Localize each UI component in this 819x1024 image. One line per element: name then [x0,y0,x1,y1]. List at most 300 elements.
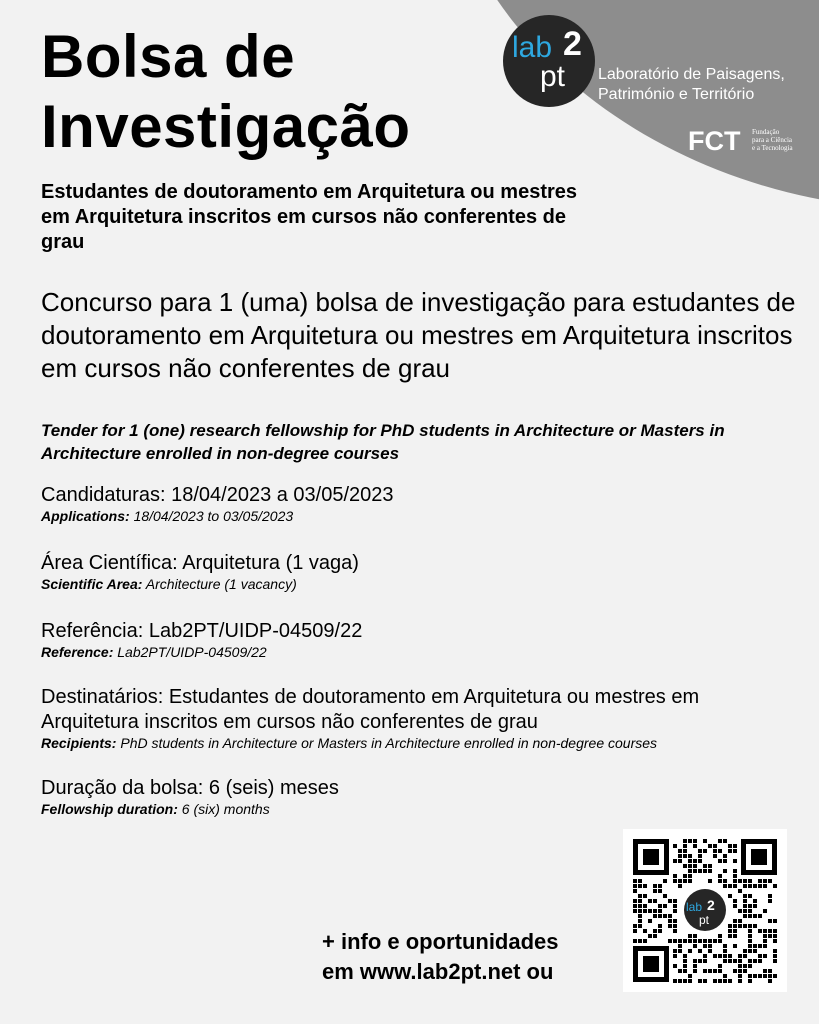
qr-module [688,934,692,938]
qr-module [763,944,767,948]
qr-module [718,839,722,843]
qr-module [728,954,732,958]
qr-module [743,914,747,918]
qr-module [738,919,742,923]
qr-module [643,939,647,943]
qr-module [658,924,662,928]
qr-module [673,904,677,908]
qr-module [723,979,727,983]
qr-module [768,899,772,903]
qr-module [723,959,727,963]
qr-module [733,844,737,848]
qr-module [678,849,682,853]
qr-module [633,879,637,883]
qr-module [718,874,722,878]
qr-module [728,979,732,983]
qr-module [768,929,772,933]
qr-module [713,954,717,958]
qr-module [723,954,727,958]
logo-lab-text: lab [512,31,553,64]
qr-code[interactable] [623,829,787,992]
qr-module [758,959,762,963]
qr-module [728,844,732,848]
qr-module [733,879,737,883]
qr-module [748,884,752,888]
qr-module [668,924,672,928]
qr-module [673,954,677,958]
qr-module [678,879,682,883]
fct-logo: FCT [688,126,741,156]
headline-en: Tender for 1 (one) research fellowship for PhD students in Architecture or Masters in Architecture enrolled in non-degree courses [41,421,725,463]
qr-module [763,969,767,973]
logo-pt-text: pt [540,60,566,93]
logo-two-text: 2 [563,25,582,63]
qr-module [703,849,707,853]
qr-module [773,919,777,923]
field-duration-main [41,776,801,801]
qr-module [693,944,697,948]
qr-module [693,939,697,943]
qr-module [738,909,742,913]
field-en-value: Architecture (1 vacancy) [145,576,297,592]
qr-module [723,944,727,948]
qr-module [638,884,642,888]
qr-module [633,889,637,893]
qr-module [673,844,677,848]
qr-module [658,889,662,893]
qr-module [748,979,752,983]
qr-module [763,879,767,883]
qr-module [743,909,747,913]
more-info-text [322,927,559,987]
qr-module [748,904,752,908]
qr-logo-pt: pt [699,913,710,927]
qr-module [633,939,637,943]
qr-module [748,924,752,928]
field-en-value: Lab2PT/UIDP-04509/22 [117,644,267,660]
qr-module [733,869,737,873]
qr-module [643,909,647,913]
page-title [41,22,411,162]
qr-module [718,979,722,983]
qr-module [673,979,677,983]
qr-module [768,969,772,973]
qr-module [703,969,707,973]
field-value: Estudantes de doutoramento em Arquitetura ou mestres em Arquitetura inscritos em cursos não conferentes de grau [41,686,700,733]
qr-module [688,859,692,863]
qr-module [638,879,642,883]
qr-module [748,939,752,943]
qr-module [698,849,702,853]
qr-module [733,959,737,963]
field-en-label: Reference: [41,644,114,660]
qr-module [733,859,737,863]
qr-logo-lab: lab [686,900,703,914]
qr-module [663,879,667,883]
qr-module [668,919,672,923]
qr-module [683,969,687,973]
qr-module [758,914,762,918]
qr-module [763,934,767,938]
field-label: Duração da bolsa: [41,777,204,799]
qr-finder-top-left [633,839,669,875]
qr-module [713,939,717,943]
qr-module [693,869,697,873]
qr-module [713,849,717,853]
lab-name-line-1: Laboratório de Paisagens, [598,66,785,83]
qr-module [713,844,717,848]
qr-module [758,929,762,933]
qr-module [753,949,757,953]
qr-module [743,969,747,973]
qr-module [718,939,722,943]
title-line-2: Investigação [41,93,411,160]
field-en-value: 18/04/2023 to 03/05/2023 [133,508,294,524]
qr-module [633,924,637,928]
qr-module [728,934,732,938]
qr-module [748,944,752,948]
qr-module [743,949,747,953]
qr-module [773,939,777,943]
qr-module [723,974,727,978]
qr-module [683,854,687,858]
qr-module [683,879,687,883]
qr-module [773,934,777,938]
qr-module [633,884,637,888]
field-label: Candidaturas: [41,484,166,506]
qr-module [653,914,657,918]
qr-module [688,974,692,978]
qr-module [653,909,657,913]
qr-module [723,879,727,883]
qr-module [673,909,677,913]
qr-module [728,849,732,853]
qr-module [743,884,747,888]
qr-module [658,914,662,918]
qr-module [673,919,677,923]
qr-module [688,979,692,983]
qr-module [738,924,742,928]
qr-module [633,909,637,913]
qr-module [668,914,672,918]
qr-module [683,844,687,848]
field-recipients [41,685,801,752]
qr-module [698,939,702,943]
qr-module [673,879,677,883]
qr-module [658,909,662,913]
qr-module [768,894,772,898]
qr-module [693,839,697,843]
qr-module [728,929,732,933]
qr-module [738,974,742,978]
qr-code-graphic [623,829,787,992]
fct-logo-subtext [752,128,812,152]
qr-module [643,904,647,908]
qr-module [703,869,707,873]
qr-module [718,954,722,958]
qr-module [728,884,732,888]
qr-module [688,854,692,858]
qr-module [723,949,727,953]
qr-module [743,954,747,958]
qr-module [698,869,702,873]
qr-module [648,919,652,923]
qr-module [743,964,747,968]
qr-module [708,879,712,883]
qr-center-logo [680,885,730,935]
field-value: Arquitetura (1 vaga) [182,552,359,574]
page-subtitle: Estudantes de doutoramento em Arquitetura ou mestres em Arquitetura inscritos em cursos não conferentes de grau [41,181,578,253]
qr-module [648,899,652,903]
qr-module [693,844,697,848]
qr-module [743,879,747,883]
qr-module [688,864,692,868]
field-duration [41,776,801,818]
qr-module [773,949,777,953]
qr-module [763,884,767,888]
qr-module [763,954,767,958]
qr-module [688,869,692,873]
lab-name [598,65,813,105]
qr-module [743,899,747,903]
qr-module [768,974,772,978]
qr-module [678,854,682,858]
header-background-shape [432,0,819,210]
qr-module [753,884,757,888]
qr-module [648,909,652,913]
qr-module [643,929,647,933]
qr-module [748,879,752,883]
field-en-value: PhD students in Architecture or Masters in Architecture enrolled in non-degree courses [120,735,658,751]
qr-module [678,949,682,953]
qr-module [763,909,767,913]
field-label: Referência: [41,620,144,642]
qr-module [663,894,667,898]
qr-module [688,949,692,953]
qr-module [673,964,677,968]
qr-module [748,914,752,918]
qr-module [638,924,642,928]
field-duration-en [41,801,801,818]
field-value: Lab2PT/UIDP-04509/22 [148,620,363,642]
qr-module [733,899,737,903]
field-reference-en [41,644,801,661]
more-info-line-1: + info e oportunidades [322,929,559,954]
field-en-label: Recipients: [41,735,117,751]
qr-module [753,944,757,948]
qr-module [673,899,677,903]
field-en-label: Scientific Area: [41,576,143,592]
qr-module [703,944,707,948]
qr-module [713,854,717,858]
qr-module [703,959,707,963]
qr-module [768,979,772,983]
qr-module [733,969,737,973]
qr-module [763,939,767,943]
qr-module [678,939,682,943]
qr-module [638,939,642,943]
qr-module [663,904,667,908]
qr-module [703,864,707,868]
title-line-1: Bolsa de [41,23,296,90]
field-value: 18/04/2023 a 03/05/2023 [171,484,394,506]
qr-module [693,969,697,973]
qr-module [773,954,777,958]
qr-module [683,864,687,868]
qr-module [738,959,742,963]
qr-module [703,979,707,983]
qr-module [733,904,737,908]
qr-module [733,944,737,948]
qr-module [658,884,662,888]
field-area-main [41,551,801,576]
qr-module [688,839,692,843]
qr-module [743,894,747,898]
qr-module [748,949,752,953]
qr-module [693,864,697,868]
qr-module [733,924,737,928]
qr-module [653,884,657,888]
qr-module [708,939,712,943]
qr-module [733,919,737,923]
qr-module [703,939,707,943]
headline-pt: Concurso para 1 (uma) bolsa de investigação para estudantes de doutoramento em Arquitetura ou mestres em Arquitetura inscritos em cursos não conferentes de grau [41,287,796,383]
qr-module [728,894,732,898]
qr-module [653,934,657,938]
qr-module [708,844,712,848]
qr-module [718,879,722,883]
field-applications [41,483,801,525]
qr-module [723,839,727,843]
qr-module [753,904,757,908]
qr-module [718,934,722,938]
qr-module [753,974,757,978]
qr-module [678,884,682,888]
qr-module [728,924,732,928]
field-en-label: Applications: [41,508,130,524]
qr-module [638,894,642,898]
qr-module [673,859,677,863]
qr-module [743,904,747,908]
qr-module [728,959,732,963]
qr-module [678,859,682,863]
qr-module [673,939,677,943]
qr-module [743,924,747,928]
qr-module [738,954,742,958]
field-en-label: Fellowship duration: [41,801,178,817]
qr-module [763,974,767,978]
qr-module [683,939,687,943]
qr-module [688,879,692,883]
qr-module [683,964,687,968]
qr-module [633,929,637,933]
qr-module [648,934,652,938]
qr-module [758,879,762,883]
more-info-line-2: em www.lab2pt.net ou [322,959,554,984]
field-en-value: 6 (six) months [181,801,270,817]
qr-module [733,934,737,938]
qr-module [693,934,697,938]
qr-module [638,899,642,903]
qr-module [698,979,702,983]
qr-module [693,964,697,968]
qr-module [703,839,707,843]
qr-module [688,874,692,878]
qr-module [738,979,742,983]
qr-module [708,949,712,953]
qr-module [633,899,637,903]
qr-module [723,854,727,858]
qr-module [668,899,672,903]
qr-module [713,969,717,973]
field-recipients-main [41,685,801,735]
qr-module [693,959,697,963]
qr-module [703,954,707,958]
qr-module [643,884,647,888]
qr-module [738,969,742,973]
qr-finder-bottom-left [633,946,669,982]
qr-finder-top-right [741,839,777,875]
field-reference-main [41,619,801,644]
qr-module [658,904,662,908]
qr-module [673,949,677,953]
qr-module [713,979,717,983]
qr-module [748,929,752,933]
qr-module [718,969,722,973]
field-label: Área Científica: [41,552,178,574]
qr-module [638,904,642,908]
qr-module [638,909,642,913]
qr-module [718,859,722,863]
lab-name-line-2: Património e Território [598,86,755,103]
qr-module [633,904,637,908]
qr-module [718,964,722,968]
field-applications-main [41,483,801,508]
field-label: Destinatários: [41,686,164,708]
qr-module [738,964,742,968]
qr-module [673,874,677,878]
qr-module [763,929,767,933]
qr-module [723,884,727,888]
qr-module [638,914,642,918]
fct-sub-line-3: e a Tecnologia [752,144,793,152]
qr-module [688,939,692,943]
qr-module [748,974,752,978]
qr-module [768,879,772,883]
qr-module [768,934,772,938]
field-reference [41,619,801,661]
qr-module [768,919,772,923]
qr-module [753,959,757,963]
qr-module [683,839,687,843]
qr-module [658,929,662,933]
qr-module [708,944,712,948]
qr-module [698,854,702,858]
qr-module [748,934,752,938]
qr-module [698,959,702,963]
qr-module [638,919,642,923]
qr-module [683,954,687,958]
fct-sub-line-1: Fundação [752,128,780,136]
qr-module [748,959,752,963]
qr-module [773,959,777,963]
qr-module [683,874,687,878]
qr-module [758,974,762,978]
qr-module [733,929,737,933]
qr-module [683,959,687,963]
qr-module [673,929,677,933]
qr-module [758,944,762,948]
